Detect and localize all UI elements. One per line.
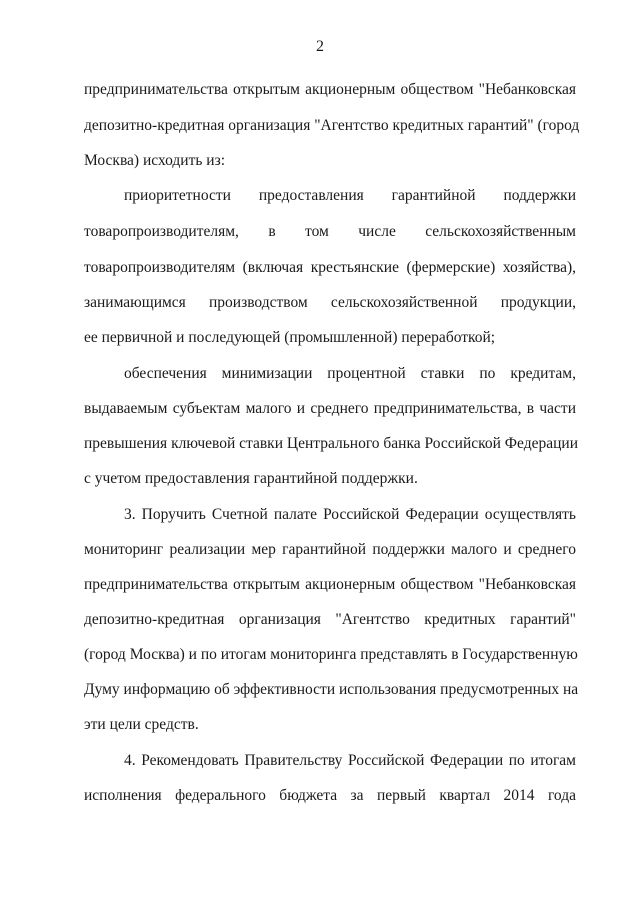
text-line: занимающимся производством сельскохозяйственной продукции, <box>84 294 576 311</box>
text-line: превышения ключевой ставки Центрального банка Российской Федерации <box>84 435 578 452</box>
text-line: обеспечения минимизации процентной ставки по кредитам, <box>124 365 576 382</box>
text-line: депозитно-кредитная организация "Агентство кредитных гарантий" (город <box>84 117 580 134</box>
text-line: депозитно-кредитная организация "Агентство кредитных гарантий" <box>84 611 576 628</box>
text-line: предпринимательства открытым акционерным обществом "Небанковская <box>84 576 576 593</box>
text-line: товаропроизводителям (включая крестьянские (фермерские) хозяйства), <box>84 259 576 276</box>
text-line: 3. Поручить Счетной палате Российской Федерации осуществлять <box>124 506 576 523</box>
text-line: Думу информацию об эффективности использования предусмотренных на <box>84 681 579 698</box>
page-number: 2 <box>316 38 324 55</box>
text-line: Москва) исходить из: <box>84 152 226 169</box>
text-line: ее первичной и последующей (промышленной) переработкой; <box>84 329 496 346</box>
text-line: выдаваемым субъектам малого и среднего предпринимательства, в части <box>84 400 576 417</box>
text-line: эти цели средств. <box>84 716 199 733</box>
text-line: с учетом предоставления гарантийной поддержки. <box>84 470 418 487</box>
text-line: мониторинг реализации мер гарантийной поддержки малого и среднего <box>84 541 576 558</box>
text-line: 4. Рекомендовать Правительству Российской Федерации по итогам <box>124 752 576 769</box>
text-line: (город Москва) и по итогам мониторинга представлять в Государственную <box>84 646 578 663</box>
text-line: предпринимательства открытым акционерным обществом "Небанковская <box>84 81 576 98</box>
text-line: товаропроизводителям, в том числе сельскохозяйственным <box>84 223 576 240</box>
text-line: исполнения федерального бюджета за первый квартал 2014 года <box>84 787 576 804</box>
text-line: приоритетности предоставления гарантийной поддержки <box>124 187 576 204</box>
